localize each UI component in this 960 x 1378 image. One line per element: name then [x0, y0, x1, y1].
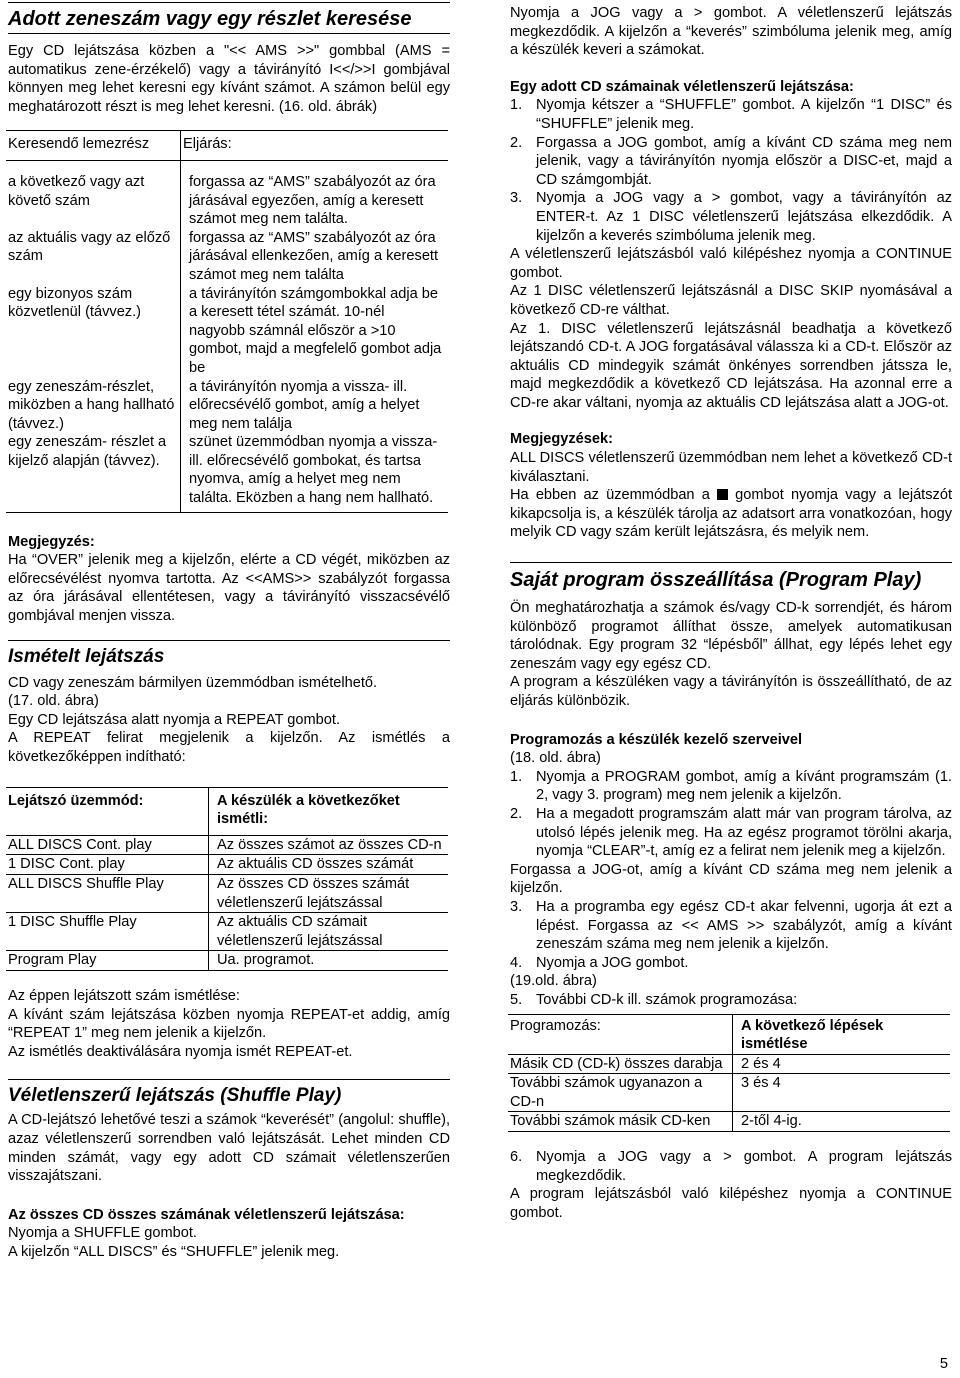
- table-cell: Az aktuális CD összes számát: [209, 855, 449, 875]
- table-cell: egy zeneszám-részlet, miközben a hang hallható (távvez.): [8, 378, 175, 432]
- table-cell: 2 és 4: [733, 1054, 951, 1074]
- table-cell: 1 DISC Shuffle Play: [6, 913, 209, 951]
- table-cell: ALL DISCS Shuffle Play: [6, 874, 209, 912]
- table-row: [6, 433, 448, 512]
- table-header-cell: A következő lépések ismétlése: [733, 1014, 951, 1054]
- table-header-cell: Programozás:: [508, 1014, 733, 1054]
- table-row: [508, 1074, 950, 1112]
- table-cell: Az aktuális CD számait véletlenszerű lejátszással: [209, 913, 449, 951]
- repeat-paragraph: A REPEAT felirat megjelenik a kijelzőn. Az ismétlés a következőképpen indítható:: [8, 730, 450, 765]
- table-row: [6, 874, 448, 912]
- programming-jog-line: Forgassa a JOG-ot, amíg a kívánt CD száma meg nem jelenik a kijelzőn.: [510, 861, 952, 897]
- repeat-line: CD vagy zeneszám bármilyen üzemmódban ismételhető.: [8, 674, 378, 691]
- table-row: [6, 855, 448, 875]
- list-item: 1. Nyomja a PROGRAM gombot, amíg a kívánt programszám (1. 2, vagy 3. program) meg nem jelenik a kijelzőn.: [510, 768, 952, 804]
- list-item: 4. Nyomja a JOG gombot.: [510, 954, 689, 971]
- stop-square-icon: [717, 489, 728, 500]
- page-number: 5: [939, 1356, 948, 1372]
- list-item: 2. Ha a megadott programszám alatt már van program tárolva, az utolsó lépés jelenik meg. Ha az egész programot törölni akarja, nyomja “CLEAR”-t, amíg ez a felirat nem jelenik meg a kijelzőn.: [510, 805, 952, 860]
- intro-paragraph: Egy CD lejátszása közben a "<< AMS >>" gombbal (AMS = automatikus zene-érzékelő) vagy a távirányító I<</>>I gombjával könnyen meg lehet keresni egy kívánt számot. A számon belül egy meghatározott részt is meg lehet keresni. (16. old. ábrák): [8, 43, 450, 115]
- table-header-cell: Eljárás:: [181, 131, 449, 161]
- table-header-row: [6, 787, 448, 835]
- given-cd-paragraph: Az 1 DISC véletlenszerű lejátszásnál a DISC SKIP nyomásával a következő CD-re válthat.: [510, 283, 952, 318]
- table-cell: 2-től 4-ig.: [733, 1112, 951, 1132]
- page-title: Adott zeneszám vagy egy részlet keresése: [8, 2, 450, 34]
- table-cell: ALL DISCS Cont. play: [6, 835, 209, 855]
- table-cell: Másik CD (CD-k) összes darabja: [508, 1054, 733, 1074]
- all-cd-line: A kijelzőn “ALL DISCS” és “SHUFFLE” jelenik meg.: [8, 1243, 340, 1260]
- table-row: [6, 229, 448, 285]
- given-cd-heading: Egy adott CD számainak véletlenszerű lejátszása:: [510, 78, 854, 95]
- table-row: [508, 1112, 950, 1132]
- table-cell: Program Play: [6, 951, 209, 971]
- figure-ref: (18. old. ábra): [510, 750, 601, 767]
- program-exit-line: A program lejátszásból való kilépéshez nyomja a CONTINUE gombot.: [510, 1186, 952, 1221]
- table-cell: az aktuális vagy az előző szám: [8, 229, 171, 265]
- table-cell: További számok ugyanazon a CD-n: [508, 1074, 733, 1112]
- table-cell: egy zeneszám- részlet a kijelző alapján (távvez).: [6, 433, 181, 512]
- table-cell: 1 DISC Cont. play: [6, 855, 209, 875]
- table-row: [6, 835, 448, 855]
- table-cell: forgassa az “AMS” szabályozót az óra járásával egyezően, amíg a keresett számot meg nem találta.: [181, 160, 449, 228]
- table-cell: egy bizonyos szám közvetlenül (távvez.): [8, 285, 142, 321]
- table-header-row: [508, 1014, 950, 1054]
- top-paragraph: Nyomja a JOG vagy a > gombot. A véletlenszerű lejátszás megkezdődik. A kijelzőn a “keverés” szimbóluma jelenik meg, amíg a készülék keveri a számokat.: [510, 5, 952, 59]
- notes-paragraph: Ha ebben az üzemmódban a gombot nyomja vagy a lejátszót kikapcsolja is, a készülék tárolja az adatsort arra vonatkozóan, hogy melyik CD vagy szám került lejátszásra, és melyik nem.: [510, 487, 953, 541]
- list-item: 5. További CD-k ill. számok programozása:: [510, 991, 798, 1008]
- table-cell: a távirányítón nyomja a vissza- ill. előrecsévélő gombot, amíg a helyet meg nem találja: [181, 378, 449, 434]
- current-line: A kívánt szám lejátszása közben nyomja REPEAT-et addig, amíg “REPEAT 1” meg nem jelenik a kijelzőn.: [8, 1006, 450, 1042]
- table-row: [6, 285, 448, 378]
- program-paragraph: Ön meghatározhatja a számok és/vagy CD-k sorrendjét, és három különböző programot állíthat össze, amelyek automatikusan tárolódnak. Egy program 32 “lépésből” állhat, egy lépés lehet egy zeneszám vagy egy egész CD.: [510, 600, 952, 672]
- list-item: 3. Ha a programba egy egész CD-t akar felvenni, ugorja át ezt a lépést. Forgassa az << AMS >> szabályzót, amíg a kívánt zeneszám száma meg nem jelenik a kijelzőn.: [510, 898, 952, 953]
- table-cell: a következő vagy azt követő szám: [8, 173, 145, 209]
- repeat-line: (17. old. ábra): [8, 693, 99, 710]
- table-header-cell: Lejátszó üzemmód:: [6, 787, 209, 835]
- table-cell: a távirányítón számgombokkal adja be a keresett tétel számát. 10-nél nagyobb számnál először a >10 gombot, majd a megfelelő gombot adja be: [181, 285, 449, 378]
- note-label: Megjegyzés:: [8, 533, 95, 550]
- right-column: [510, 0, 952, 1222]
- table-row: [6, 951, 448, 971]
- program-paragraph: A program a készüléken vagy a távirányítón is összeállítható, de az eljárás különbözik.: [510, 674, 952, 709]
- table-cell: szünet üzemmódban nyomja a vissza- ill. előrecsévélő gombokat, és tartsa nyomva, amíg a helyet meg nem találta. Eközben a hang nem hallható.: [181, 433, 449, 512]
- note-text: Ha “OVER” jelenik meg a kijelzőn, elérte a CD végét, miközben az előrecsévélést nyomva tartotta. Az <<AMS>> szabályzót forgassa az óra járásával ellentétesen, vagy a távirányító visszacsévélő gombjával menjen vissza.: [8, 552, 450, 625]
- all-cd-line: Nyomja a SHUFFLE gombot.: [8, 1225, 197, 1242]
- table-row: [6, 160, 448, 228]
- table-cell: Ua. programot.: [209, 951, 449, 971]
- programming-heading: Programozás a készülék kezelő szerveivel: [510, 731, 803, 748]
- table-cell: Az összes CD összes számát véletlenszerű lejátszással: [209, 874, 449, 912]
- given-cd-paragraph: Az 1. DISC véletlenszerű lejátszásnál beadhatja a következő lejátszandó CD-t. A JOG forgatásával válassza ki a CD-t. Először az aktuális CD mindegyik számát önkényes sorrendben játssza le, majd megkezdődik a következő CD lejátszása. Ha azonnal erre a CD-re akar váltani, nyomja az aktuális CD lejátszása alatt a JOG-ot.: [510, 320, 952, 411]
- section-title-program: Saját program összeállítása (Program Play): [510, 562, 952, 593]
- notes-paragraph: ALL DISCS véletlenszerű üzemmódban nem lehet a következő CD-t kiválasztani.: [510, 450, 952, 485]
- list-item: 3. Nyomja a JOG vagy a > gombot, vagy a távirányítón az ENTER-t. Az 1 DISC véletlenszerű lejátszása elkezdődik. A kijelzőn a keverés szimbóluma jelenik meg.: [510, 190, 952, 244]
- table-cell: További számok másik CD-ken: [508, 1112, 733, 1132]
- shuffle-paragraph: A CD-lejátszó lehetővé teszi a számok “keverését” (angolul: shuffle), azaz véletlenszerű sorrendben való lejátszását. Lehet minden CD minden számát, vagy egy adott CD számait véletlenszerűen visszajátszani.: [8, 1112, 450, 1185]
- current-line: Az éppen lejátszott szám ismétlése:: [8, 987, 240, 1004]
- table-cell: 3 és 4: [733, 1074, 951, 1112]
- table-cell: Az összes számot az összes CD-n: [209, 835, 449, 855]
- section-title-repeat: Ismételt lejátszás: [8, 640, 450, 668]
- list-item: 1. Nyomja kétszer a “SHUFFLE” gombot. A kijelzőn “1 DISC” és “SHUFFLE” jelenik meg.: [510, 97, 952, 132]
- repeat-line: Egy CD lejátszása alatt nyomja a REPEAT gombot.: [8, 711, 341, 728]
- programming-table: [508, 1014, 950, 1133]
- table-row: [6, 913, 448, 951]
- table-row: [6, 378, 448, 434]
- mode-table: [6, 787, 448, 971]
- notes-label: Megjegyzések:: [510, 431, 614, 448]
- table-header-row: [6, 131, 448, 161]
- all-cd-heading: Az összes CD összes számának véletlenszerű lejátszása:: [8, 1206, 405, 1223]
- list-item: 2. Forgassa a JOG gombot, amíg a kívánt CD száma meg nem jelenik, vagy a távirányítón nyomja először a DISC-et, majd a CD számgombját.: [510, 134, 952, 188]
- section-title-shuffle: Véletlenszerű lejátszás (Shuffle Play): [8, 1079, 450, 1107]
- given-cd-paragraph: A véletlenszerű lejátszásból való kilépéshez nyomja a CONTINUE gombot.: [510, 246, 952, 281]
- table-header-cell: Keresendő lemezrész: [6, 131, 181, 161]
- figure-ref: (19.old. ábra): [510, 973, 597, 990]
- table-row: [508, 1054, 950, 1074]
- list-item: 6. Nyomja a JOG vagy a > gombot. A program lejátszás megkezdődik.: [510, 1149, 952, 1184]
- table-cell: forgassa az “AMS” szabályozót az óra járásával ellenkezően, amíg a keresett számot meg nem találta: [181, 229, 449, 285]
- left-column: [8, 0, 450, 1261]
- current-line: Az ismétlés deaktiválására nyomja ismét REPEAT-et.: [8, 1043, 353, 1060]
- search-table: [6, 130, 448, 512]
- table-header-cell: A készülék a következőket ismétli:: [209, 787, 449, 835]
